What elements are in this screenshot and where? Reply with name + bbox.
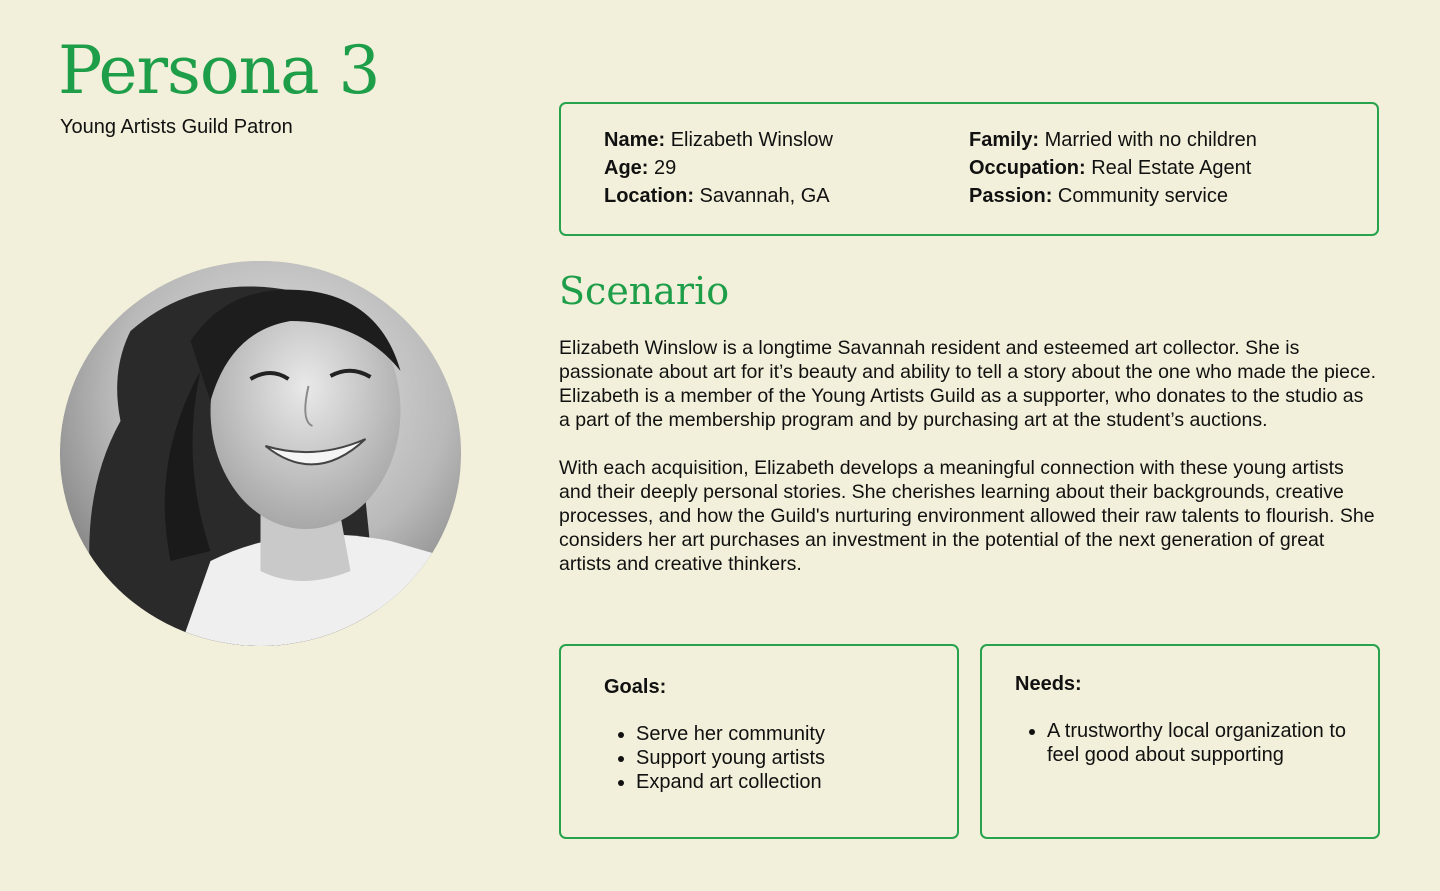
info-age — [604, 154, 833, 182]
needs-heading: Needs: — [1015, 673, 1082, 695]
portrait-photo — [60, 261, 461, 646]
info-passion — [969, 182, 1257, 210]
scenario-heading: Scenario — [559, 269, 730, 313]
goal-item: • Support young artists — [636, 746, 825, 770]
passion-label: Passion: — [969, 185, 1053, 207]
need-item: • A trustworthy local organization to feel good about supporting — [1047, 719, 1377, 767]
goals-list — [606, 722, 825, 794]
location-value: Savannah, GA — [694, 185, 830, 207]
page-subtitle: Young Artists Guild Patron — [60, 116, 293, 138]
goal-item: • Serve her community — [636, 722, 825, 746]
info-column-right — [969, 126, 1257, 210]
passion-value: Community service — [1052, 185, 1228, 207]
occupation-value: Real Estate Agent — [1085, 157, 1252, 179]
needs-card — [980, 644, 1380, 839]
name-label: Name: — [604, 129, 666, 151]
scenario-paragraph: Elizabeth Winslow is a longtime Savannah resident and esteemed art collector. She is passionate about art for it’s beauty and ability to tell a story about the one who made the piece. Elizabeth is a member of the Young Artists Guild as a supporter, who donates to the studio as a part of the membership program and by purchasing art at the student’s auctions. — [559, 337, 1376, 431]
location-label: Location: — [604, 185, 694, 207]
goals-heading: Goals: — [604, 676, 667, 698]
scenario-paragraph: With each acquisition, Elizabeth develops a meaningful connection with these young artists and their deeply personal stories. She cherishes learning about their backgrounds, creative processes, and how the Guild's nurturing environment allowed their raw talents to flourish. She considers her art purchases an investment in the potential of the next generation of great artists and creative thinkers. — [559, 457, 1375, 575]
info-name — [604, 126, 833, 154]
age-value: 29 — [648, 157, 677, 179]
name-value: Elizabeth Winslow — [665, 129, 833, 151]
persona-info-card — [559, 102, 1379, 236]
portrait-illustration — [60, 261, 461, 646]
family-label: Family: — [969, 129, 1040, 151]
family-value: Married with no children — [1039, 129, 1257, 151]
age-label: Age: — [604, 157, 649, 179]
needs-list — [1017, 719, 1377, 767]
page-title: Persona 3 — [58, 32, 380, 109]
occupation-label: Occupation: — [969, 157, 1086, 179]
goals-card — [559, 644, 959, 839]
goal-item: • Expand art collection — [636, 770, 825, 794]
scenario-text — [559, 336, 1379, 600]
info-family — [969, 126, 1257, 154]
info-location — [604, 182, 833, 210]
info-column-left — [604, 126, 833, 210]
info-occupation — [969, 154, 1257, 182]
